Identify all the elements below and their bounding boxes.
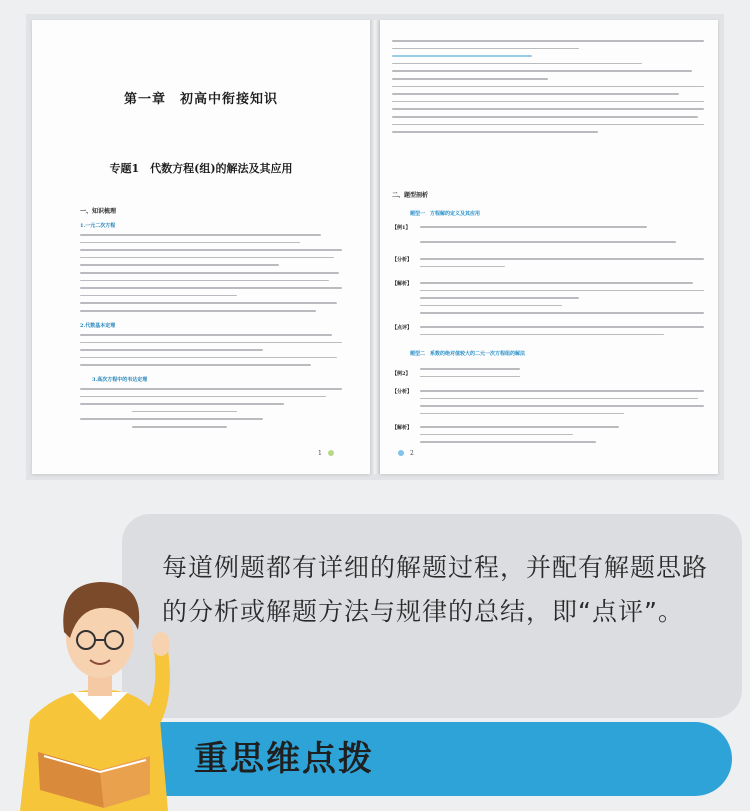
- subheading-algebra-theorem: 2.代数基本定理: [80, 323, 116, 329]
- chapter-title: 第一章 初高中衔接知识: [123, 92, 278, 107]
- text-block-continued: [392, 40, 704, 139]
- analysis-1-text: [420, 258, 704, 273]
- comment-1-text: [420, 326, 704, 341]
- promo-description: 每道例题都有详细的解题过程，并配有解题思路的分析或解题方法与规律的总结，即“点评”。: [162, 553, 709, 626]
- analysis-2-text: [420, 390, 704, 420]
- example-1-label: 【例1】: [392, 225, 411, 231]
- page-number-left: 1: [318, 450, 322, 457]
- text-block-2: [80, 334, 342, 372]
- example-1-text: [420, 226, 704, 249]
- analysis-2-label: 【分析】: [392, 389, 413, 395]
- student-reading-illustration: [0, 520, 240, 811]
- question-type-1: 题型一 方程解的定义及其应用: [410, 211, 481, 217]
- book-spine: [370, 20, 380, 474]
- page-dot-left: [328, 450, 334, 456]
- topic-title: 专题1 代数方程(组)的解法及其应用: [109, 162, 293, 175]
- subheading-quadratic: 1.一元二次方程: [80, 223, 116, 229]
- section-heading-analysis: 二、题型剖析: [392, 192, 429, 199]
- solution-2-label: 【解析】: [392, 425, 413, 431]
- solution-1-text: [420, 282, 704, 320]
- page-number-right: 2: [410, 450, 414, 457]
- analysis-1-label: 【分析】: [392, 257, 413, 263]
- left-page: [32, 20, 370, 474]
- question-type-2: 题型二 系数的绝对值较大的二元一次方程组的解法: [410, 351, 526, 357]
- solution-1-label: 【解析】: [392, 281, 413, 287]
- text-block-1: [80, 234, 342, 318]
- book-spread: [26, 14, 724, 480]
- example-2-text: [420, 368, 520, 383]
- solution-2-text: [420, 426, 704, 449]
- right-page: [380, 20, 718, 474]
- page-dot-right: [398, 450, 404, 456]
- example-2-label: 【例2】: [392, 371, 411, 377]
- subheading-vieta: 3.高次方程中的韦达定理: [92, 377, 148, 383]
- comment-1-label: 【点评】: [392, 325, 413, 331]
- text-block-3: [80, 388, 342, 434]
- banner-label: 重思维点拨: [194, 739, 374, 779]
- speech-tail: [410, 684, 446, 718]
- section-heading-knowledge: 一、知识梳理: [80, 208, 117, 215]
